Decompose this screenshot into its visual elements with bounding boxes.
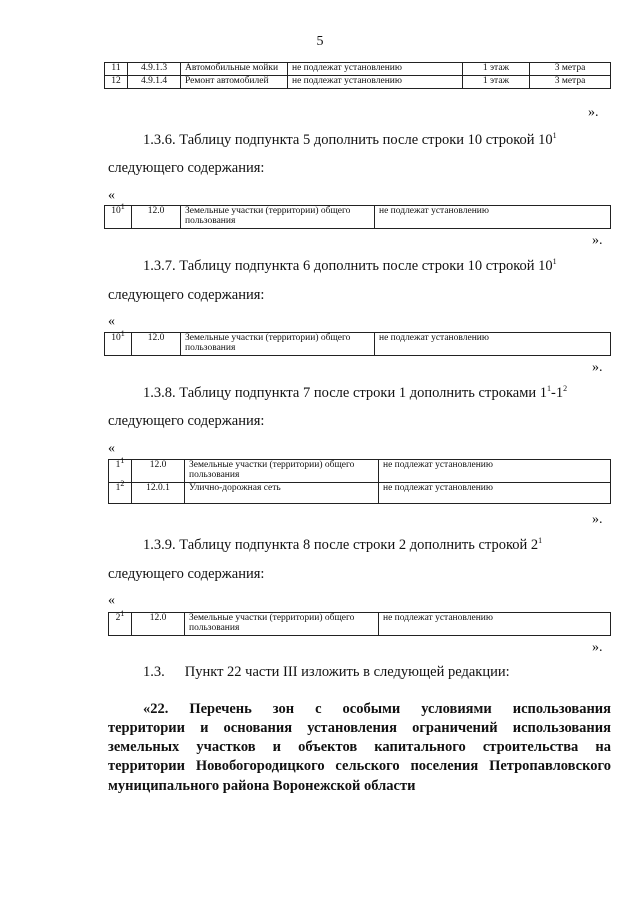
paragraph-text: Пункт 22 части III изложить в следующей редакции: xyxy=(184,664,510,680)
superscript: 2 xyxy=(563,384,568,394)
paragraph-1-3-8 xyxy=(143,385,609,402)
superscript: 1 xyxy=(552,257,557,267)
table-cell: 12.0.1 xyxy=(132,482,185,503)
table-cell: 3 метра xyxy=(530,63,611,76)
table-cell: 12.0 xyxy=(132,333,181,356)
table-cell: не подлежат установлению xyxy=(379,482,611,503)
table-cell: $1^2$ xyxy=(109,482,132,503)
table-row xyxy=(109,482,611,503)
table-cell: 12.0 xyxy=(132,206,181,229)
table-cell: не подлежат установлению xyxy=(288,75,463,88)
table-cell: Земельные участки (территории) общего пользования xyxy=(181,333,375,356)
table-cell: $10^1$ xyxy=(105,333,132,356)
table-cell: 12.0 xyxy=(132,460,185,483)
table-cell: 12.0 xyxy=(132,613,185,636)
table-cell: 1 этаж xyxy=(463,75,530,88)
superscript: 1 xyxy=(552,131,557,141)
heading-line: «22. Перечень зон с особыми условиями использования xyxy=(143,701,611,717)
heading-line: территории Новобогородицкого сельского поселения Петропавловского xyxy=(108,758,611,775)
table-cell: Земельные участки (территории) общего пользования xyxy=(185,460,379,483)
top-table xyxy=(104,62,611,89)
table-cell: 1 этаж xyxy=(463,63,530,76)
table-row xyxy=(109,460,611,483)
paragraph-line: следующего содержания: xyxy=(108,413,265,429)
table-row xyxy=(105,75,611,88)
paragraph-1-3-6 xyxy=(143,132,609,149)
superscript: 1 xyxy=(547,384,552,394)
heading-line: территории и основания установления ограничений использования xyxy=(108,720,611,737)
table-row xyxy=(105,63,611,76)
heading-line: муниципального района Воронежской области xyxy=(108,777,416,794)
table-1-3-7 xyxy=(104,329,611,356)
paragraph-1-3 xyxy=(143,664,510,681)
table-row xyxy=(109,613,611,636)
table-cell: не подлежат установлению xyxy=(379,613,611,636)
paragraph-line: следующего содержания: xyxy=(108,160,265,176)
table-cell: $2^1$ xyxy=(109,613,132,636)
table-cell: $1^1$ xyxy=(109,460,132,483)
section-22-heading xyxy=(108,700,611,796)
opening-quote: « xyxy=(108,441,115,456)
table-1-3-6 xyxy=(104,202,611,229)
paragraph-line: следующего содержания: xyxy=(108,566,265,582)
table-cell: не подлежат установлению xyxy=(375,206,611,229)
paragraph-line: следующего содержания: xyxy=(108,287,265,303)
table-cell: не подлежат установлению xyxy=(288,63,463,76)
closing-quote: ». xyxy=(592,360,603,375)
table-cell: 11 xyxy=(105,63,128,76)
paragraph-text: 1.3.7. Таблицу подпункта 6 дополнить после строки 10 строкой 10 xyxy=(143,258,553,274)
closing-quote: ». xyxy=(592,640,603,655)
table-1-3-8 xyxy=(108,456,611,504)
table-cell: 3 метра xyxy=(530,75,611,88)
table-cell: 4.9.1.3 xyxy=(128,63,181,76)
table-cell: Земельные участки (территории) общего пользования xyxy=(181,206,375,229)
opening-quote: « xyxy=(108,314,115,329)
superscript: 1 xyxy=(538,536,543,546)
table-row xyxy=(105,333,611,356)
paragraph-text: 1.3.8. Таблицу подпункта 7 после строки 1 дополнить строками 1 xyxy=(143,385,548,401)
paragraph-text: 1.3.9. Таблицу подпункта 8 после строки 2 дополнить строкой 2 xyxy=(143,537,539,553)
table-cell: Улично-дорожная сеть xyxy=(185,482,379,503)
table-cell: 12 xyxy=(105,75,128,88)
closing-quote: ». xyxy=(592,233,603,248)
heading-line: земельных участков и объектов капитального строительства на xyxy=(108,739,611,756)
page-number: 5 xyxy=(316,34,324,49)
table-cell: 4.9.1.4 xyxy=(128,75,181,88)
table-cell: Земельные участки (территории) общего пользования xyxy=(185,613,379,636)
paragraph-1-3-7 xyxy=(143,258,609,275)
paragraph-1-3-9 xyxy=(143,537,609,554)
paragraph-text: -1 xyxy=(551,385,564,401)
opening-quote: « xyxy=(108,593,115,608)
table-1-3-9 xyxy=(108,609,611,636)
table-row xyxy=(105,206,611,229)
table-cell: не подлежат установлению xyxy=(375,333,611,356)
closing-quote: ». xyxy=(588,105,599,120)
closing-quote: ». xyxy=(592,512,603,527)
item-number: 1.3. xyxy=(143,664,165,680)
opening-quote: « xyxy=(108,188,115,203)
table-cell: Ремонт автомобилей xyxy=(181,75,288,88)
table-cell: Автомобильные мойки xyxy=(181,63,288,76)
table-cell: $10^1$ xyxy=(105,206,132,229)
table-cell: не подлежат установлению xyxy=(379,460,611,483)
paragraph-text: 1.3.6. Таблицу подпункта 5 дополнить после строки 10 строкой 10 xyxy=(143,132,553,148)
